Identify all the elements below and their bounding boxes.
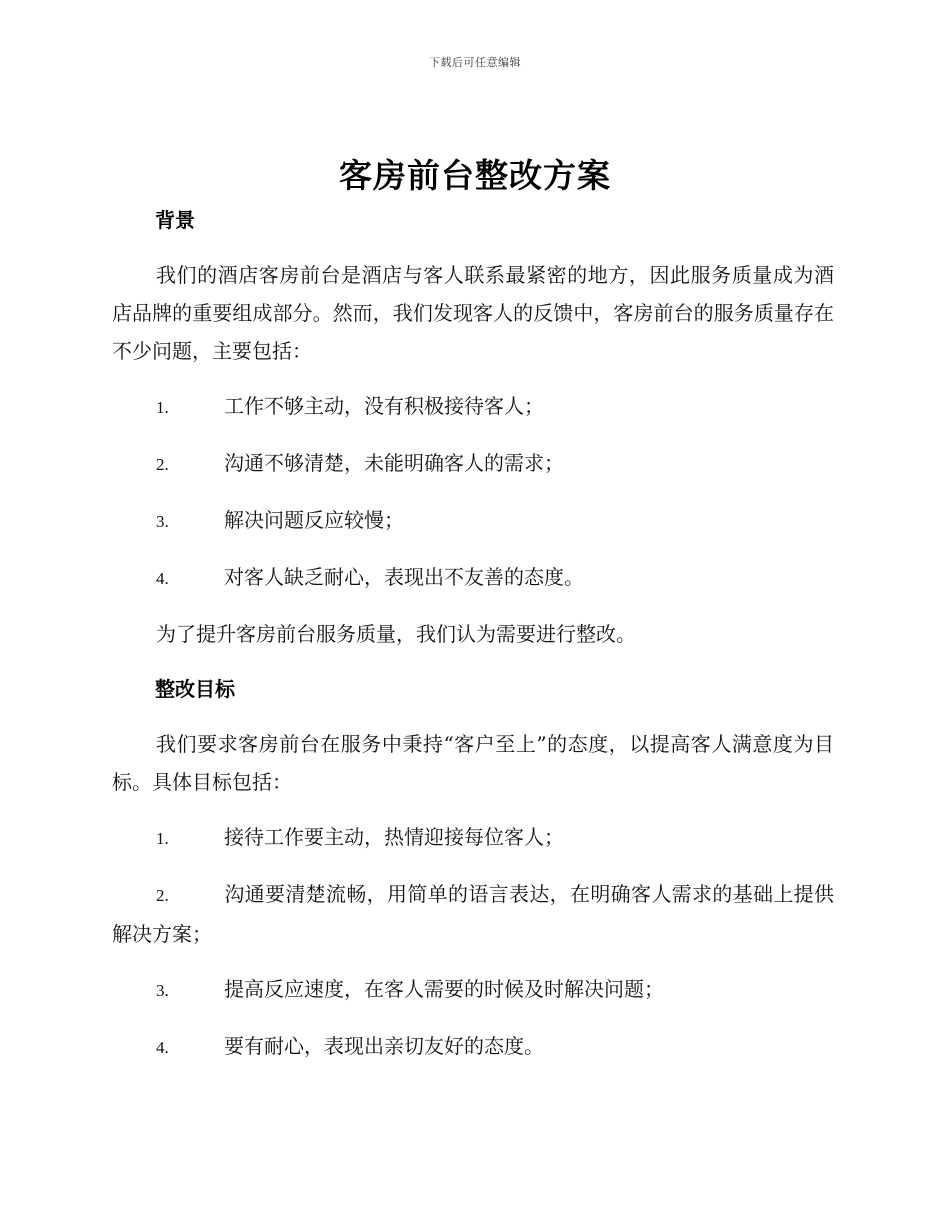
background-paragraph: 我们的酒店客房前台是酒店与客人联系最紧密的地方，因此服务质量成为酒店品牌的重要组成部分。然而，我们发现客人的反馈中，客房前台的服务质量存在不少问题，主要包括： [112, 263, 834, 363]
list-number: 1. [156, 829, 169, 848]
list-item [112, 875, 834, 953]
list-item [112, 387, 834, 427]
list-item [112, 558, 834, 598]
list-number: 4. [156, 569, 169, 588]
list-number: 4. [156, 1038, 169, 1057]
list-text: 要有耐心，表现出亲切友好的态度。 [224, 1034, 544, 1058]
document-body [112, 201, 834, 1084]
section-heading-goals: 整改目标 [155, 677, 235, 701]
list-number: 1. [156, 398, 169, 417]
document-title: 客房前台整改方案 [339, 156, 611, 195]
list-item [112, 444, 834, 484]
list-number: 3. [156, 512, 169, 531]
list-number: 2. [156, 886, 169, 905]
list-text: 工作不够主动，没有积极接待客人； [224, 394, 544, 418]
list-text: 沟通不够清楚，未能明确客人的需求； [224, 451, 564, 475]
list-number: 3. [156, 981, 169, 1000]
list-item [112, 501, 834, 541]
list-number: 2. [156, 455, 169, 474]
list-item [112, 1027, 834, 1067]
closing-paragraph: 为了提升客房前台服务质量，我们认为需要进行整改。 [156, 622, 636, 646]
goals-paragraph: 我们要求客房前台在服务中秉持“客户至上”的态度，以提高客人满意度为目标。具体目标包括： [112, 732, 834, 794]
list-text: 提高反应速度，在客人需要的时候及时解决问题； [224, 977, 664, 1001]
section-heading-background: 背景 [155, 208, 195, 232]
list-text: 解决问题反应较慢； [224, 508, 404, 532]
header-note: 下载后可任意编辑 [429, 56, 521, 69]
list-text: 接待工作要主动，热情迎接每位客人； [224, 825, 564, 849]
list-item [112, 970, 834, 1010]
list-item [112, 818, 834, 858]
list-text: 对客人缺乏耐心，表现出不友善的态度。 [224, 565, 584, 589]
list-text: 沟通要清楚流畅，用简单的语言表达，在明确客人需求的基础上提供解决方案； [112, 882, 834, 946]
